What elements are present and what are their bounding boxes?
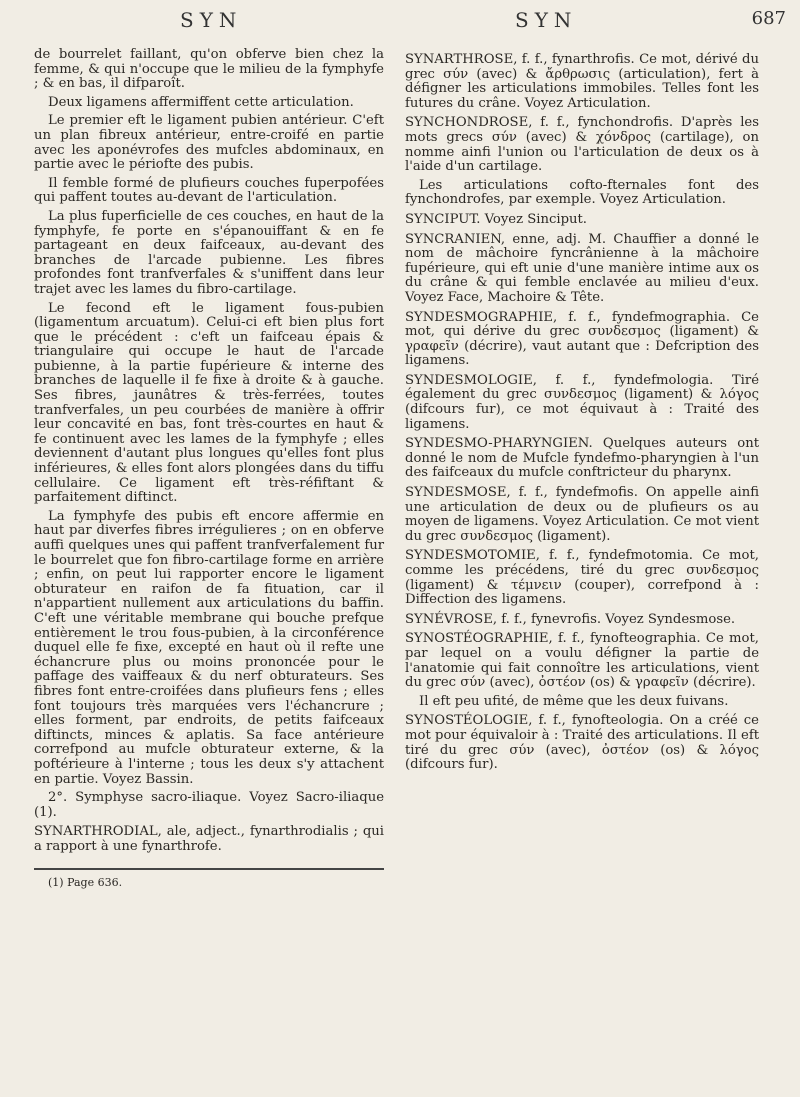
running-head [0, 8, 800, 38]
dictionary-entry: SYNCIPUT. Voyez Sinciput. [405, 211, 587, 227]
dictionary-entry: SYNOSTÉOGRAPHIE, f. f., fynofteographia. Ce mot, par lequel on a voulu défigner la partie de l'anatomie qui fait connoître les articulations, vient du grec σύν (avec), ὀστέον (os) & γραφεῖν (décrire). [405, 631, 759, 691]
paragraph: Deux ligamens affermiffent cette articulation. [48, 94, 354, 110]
paragraph: Le premier eft le ligament pubien antérieur. C'eft un plan fibreux antérieur, entre-croifé en partie avec les aponévrofes des mufcles abdominaux, en partie avec le périofte des pubis. [34, 113, 384, 173]
paragraph: 2°. Symphyse sacro-iliaque. Voyez Sacro-iliaque (1). [34, 790, 384, 820]
dictionary-entry: SYNDESMOSE, f. f., fyndefmofis. On appelle ainfi une articulation de deux ou de plufieurs os au moyen de ligamens. Voyez Articulation. Ce mot vient du grec συνδεσμος (ligament). [405, 485, 759, 544]
dictionary-entry: SYNDESMO-PHARYNGIEN. Quelques auteurs ont donné le nom de Mufcle fyndefmo-pharyngien à l'un des faifceaux du mufcle conftricteur du pharynx. [405, 436, 759, 481]
dictionary-entry: SYNDESMOTOMIE, f. f., fyndefmotomia. Ce mot, comme les précédens, tiré du grec συνδεσμος (ligament) & τέμνειν (couper), correfpond à : Diffection des ligamens. [405, 548, 759, 608]
footnote: (1) Page 636. [48, 876, 123, 890]
running-head-right: SYN [515, 8, 578, 32]
dictionary-entry: SYNCRANIEN, enne, adj. M. Chauffier a donné le nom de mâchoire fyncrânienne à la mâchoire fupérieure, qui eft unie d'une manière intime aux os du crâne & qui femble enclavée au milieu d'eux. Voyez Face, Machoire & Tête. [405, 231, 759, 305]
dictionary-entry: SYNCHONDROSE, f. f., fynchondrofis. D'après les mots grecs σύν (avec) & χόνδρος (cartilage), on nomme ainfi l'union ou l'articulation de deux os à l'aide d'un cartilage. [405, 115, 759, 175]
dictionary-entry: SYNARTHROSE, f. f., fynarthrofis. Ce mot, dérivé du grec σύν (avec) & ἄρθρωσις (articulation), fert à défigner les articulations immobiles. Telles font les futures du crâne. Voyez Articulation. [405, 52, 759, 111]
dictionary-entry: SYNDESMOLOGIE, f. f., fyndefmologia. Tiré également du grec συνδεσμος (ligament) & λόγος (difcours fur), ce mot équivaut à : Traité des ligamens. [405, 372, 759, 432]
paragraph: La plus fuperficielle de ces couches, en haut de la fymphyfe, fe porte en s'épanouiffant & en fe partageant en deux faifceaux, au-devant des branches de l'arcade pubienne. Les fibres profondes font tranfverfales & s'uniffent dans leur trajet avec les lames du fibro-cartilage. [34, 208, 384, 297]
dictionary-entry: SYNÉVROSE, f. f., fynevrofis. Voyez Syndesmose. [405, 611, 736, 627]
footnote-separator [34, 868, 384, 870]
paragraph: Le fecond eft le ligament fous-pubien (ligamentum arcuatum). Celui-ci eft bien plus fort que le précédent : c'eft un faifceau épais & triangulaire qui occupe le haut de l'arcade pubienne, à la partie fupérieure & interne des branches de laquelle il fe fixe à droite & à gauche. Ses fibres, jaunâtres & très-ferrées, toutes tranfverfales, un peu courbées de manière à offrir leur concavité en bas, font très-courtes en haut & fe continuent avec les lames de la fymphyfe ; elles deviennent d'autant plus longues qu'elles font plus inférieures, & elles font alors plongées dans du tiffu cellulaire. Ce ligament eft très-réfiftant & parfaitement diftinct. [34, 300, 384, 506]
paragraph: de bourrelet faillant, qu'on obferve bien chez la femme, & qui n'occupe que le milieu de la fymphyfe ; & en bas, il difparoît. [34, 47, 384, 92]
dictionary-entry: SYNDESMOGRAPHIE, f. f., fyndefmographia. Ce mot, qui dérive du grec συνδεσμος (ligament) & γραφεῖν (décrire), vaut autant que : Defcription des ligamens. [405, 309, 759, 369]
page-number: 687 [751, 8, 786, 29]
paragraph: Il femble formé de plufieurs couches fuperpofées qui paffent toutes au-devant de l'articulation. [34, 175, 384, 206]
left-column [34, 48, 384, 895]
paragraph: La fymphyfe des pubis eft encore affermie en haut par diverfes fibres irrégulieres ; on en obferve auffi quelques unes qui paffent tranfverfalement fur le bourrelet que fon fibro-cartilage forme en arrière ; enfin, on peut lui rapporter encore le ligament obturateur en raifon de fa fituation, car il n'appartient nullement aux articulations du baffin. C'eft une véritable membrane qui bouche prefque entièrement le trou fous-pubien, à la circonférence duquel elle fe fixe, excepté en haut où il refte une échancrure plus ou moins prononcée pour le paffage des vaiffeaux & du nerf obturateurs. Ses fibres font entre-croifées dans plufieurs fens ; elles font toujours très marquées vers l'échancrure ; elles forment, par endroits, de petits faifceaux diftincts, minces & aplatis. Sa face antérieure correfpond au mufcle obturateur externe, & la poftérieure à l'interne ; tous les deux s'y attachent en partie. Voyez Bassin. [34, 508, 384, 787]
running-head-left: SYN [180, 8, 243, 32]
dictionary-entry: SYNOSTÉOLOGIE, f. f., fynofteologia. On a créé ce mot pour équivaloir à : Traité des articulations. Il eft tiré du grec σύν (avec), ὀστέον (os) & λόγος (difcours fur). [405, 713, 759, 773]
dictionary-entry: SYNARTHRODIAL, ale, adject., fynarthrodialis ; qui a rapport à une fynarthrofe. [34, 824, 384, 854]
right-column [405, 48, 759, 777]
paragraph: Il eft peu ufité, de même que les deux fuivans. [419, 693, 729, 709]
paragraph: Les articulations cofto-fternales font des fynchondrofes, par exemple. Voyez Articulation. [405, 177, 759, 208]
